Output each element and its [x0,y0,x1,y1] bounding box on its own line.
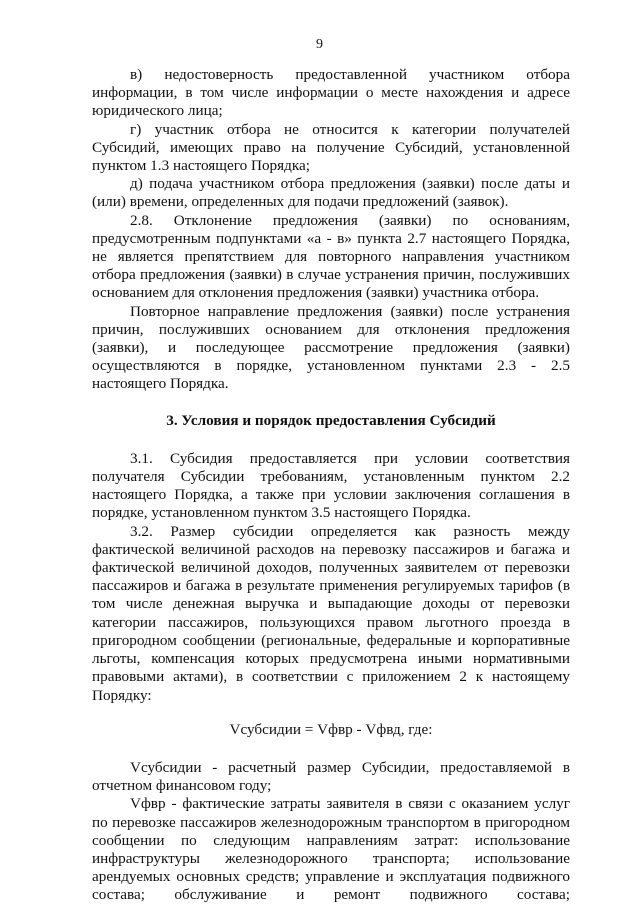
paragraph-2-8: 2.8. Отклонение предложения (заявки) по основаниям, предусмотренным подпунктами «а - в» пункта 2.7 настоящего Порядка, не является препятствием для повторного направления участником отбора предложения (заявки) в случае устранения причин, послуживших основанием для отклонения предложения (заявки) участника отбора. [92,211,570,302]
section-heading: 3. Условия и порядок предоставления Субсидий [166,411,496,429]
paragraph-resubmission: Повторное направление предложения (заявки) после устранения причин, послуживших основанием для отклонения предложения (заявки), и последующее рассмотрение предложения (заявки) осуществляются в порядке, установленном пунктами 2.3 - 2.5 настоящего Порядка. [92,302,570,393]
definition-actual-costs: Vфвр - фактические затраты заявителя в связи с оказанием услуг по перевозке пассажиров железнодорожным транспортом в пригородном сообщении по следующим направлениям затрат: использование инфраструктуры железнодорожного транспорта; использование арендуемых основных средств; управление и эксплуатация подвижного состава; обслуживание и ремонт подвижного состава; [92,795,570,904]
definition-subsidy: Vсубсидии - расчетный размер Субсидии, предоставляемой в отчетном финансовом году; [92,758,570,795]
paragraph-g: г) участник отбора не относится к категории получателей Субсидий, имеющих право на получение Субсидий, установленной пунктом 1.3 настоящего Порядка; [92,120,570,175]
page-number: 9 [316,37,323,52]
paragraph-d: д) подача участником отбора предложения (заявки) после даты и (или) времени, определенных для подачи предложений (заявок). [92,175,570,211]
subsidy-formula: Vсубсидии = Vфвр - Vфвд, где: [229,720,433,738]
paragraph-3-2: 3.2. Размер субсидии определяется как разность между фактической величиной расходов на перевозку пассажиров и багажа и фактической величиной доходов, полученных заявителем от перевозки пассажиров и багажа в результате применения регулируемых тарифов (в том числе денежная выручка и выпадающие доходы от перевозки категории пассажиров, пользующихся правом льготного проезда в пригородном сообщении (региональные, федеральные и корпоративные льготы, компенсация которых предусмотрена иными нормативными правовыми актами), в соответствии с приложением 2 к настоящему Порядку: [92,522,570,704]
paragraph-v: в) недостоверность предоставленной участником отбора информации, в том числе информации о месте нахождения и адресе юридического лица; [92,66,570,120]
paragraph-3-1: 3.1. Субсидия предоставляется при условии соответствия получателя Субсидии требованиям, установленным пунктом 2.2 настоящего Порядка, а также при условии заключения соглашения в порядке, установленном пунктом 3.5 настоящего Порядка. [92,449,570,522]
document-body [92,66,570,905]
